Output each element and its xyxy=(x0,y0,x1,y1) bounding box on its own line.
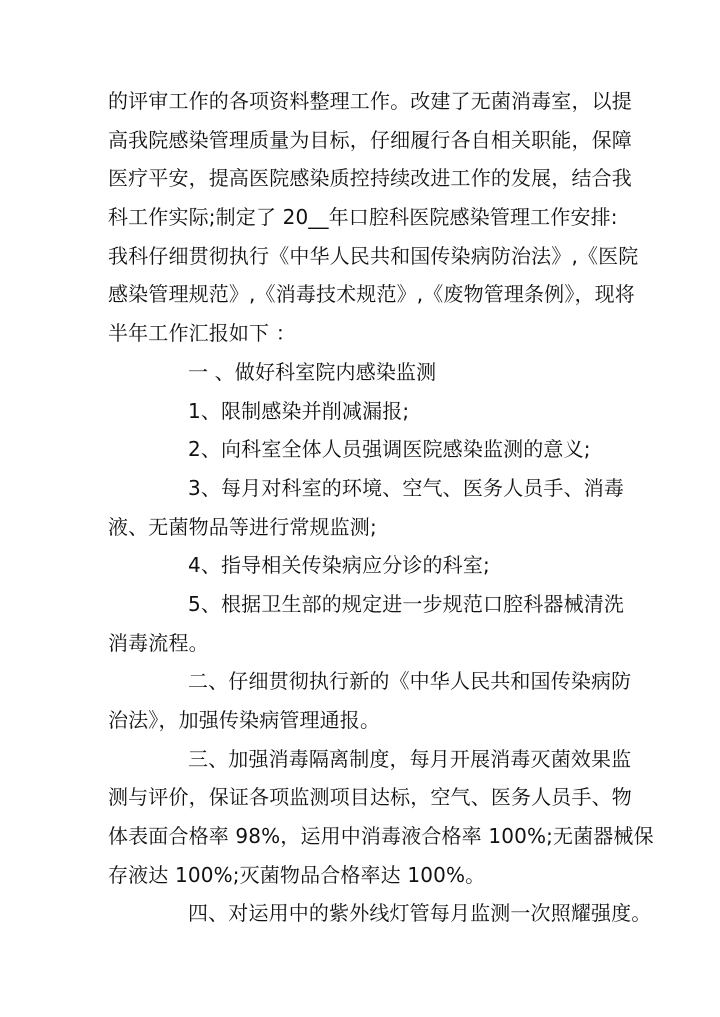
list-item-5: 5、根据卫生部的规定进一步规范口腔科器械清洗 xyxy=(188,591,625,616)
list-item-3-continued: 液、无菌物品等进行常规监测; xyxy=(108,514,377,539)
paragraph-line: 的评审工作的各项资料整理工作。改建了无菌消毒室，以提 xyxy=(108,89,632,113)
list-item-3: 3、每月对科室的环境、空气、医务人员手、消毒 xyxy=(188,475,625,500)
section-heading-1: 一 、做好科室院内感染监测 xyxy=(188,359,437,384)
section-3-text: 测与评价，保证各项监测项目达标，空气、医务人员手、物 xyxy=(108,785,632,810)
paragraph-line: 半年工作汇报如下 ： xyxy=(108,321,296,346)
list-item-2: 2、向科室全体人员强调医院感染监测的意义; xyxy=(188,437,591,462)
paragraph-line: 医疗平安，提高医院感染质控持续改进工作的发展，结合我 xyxy=(108,166,632,191)
list-item-4: 4、指导相关传染病应分诊的科室; xyxy=(188,553,490,578)
section-3-text: 存液达 100%;灭菌物品合格率达 100%。 xyxy=(108,862,486,887)
paragraph-line: 科工作实际;制定了 20__年口腔科医院感染管理工作安排: xyxy=(108,205,618,230)
list-item-1: 1、限制感染并削减漏报; xyxy=(188,398,410,423)
paragraph-line: 我科仔细贯彻执行《中华人民共和国传染病防治法》,《医院 xyxy=(108,243,639,268)
paragraph-line: 高我院感染管理质量为目标，仔细履行各自相关职能，保障 xyxy=(108,127,632,152)
section-3-text: 体表面合格率 98%，运用中消毒液合格率 100%;无菌器械保 xyxy=(108,824,654,849)
section-heading-2: 二、仔细贯彻执行新的《中华人民共和国传染病防 xyxy=(188,669,632,694)
section-heading-3: 三、加强消毒隔离制度，每月开展消毒灭菌效果监 xyxy=(188,746,632,771)
section-heading-4: 四、对运用中的紫外线灯管每月监测一次照耀强度。 xyxy=(188,901,652,926)
document-body xyxy=(108,82,654,933)
paragraph-line: 感染管理规范》,《消毒技术规范》,《废物管理条例》，现将 xyxy=(108,282,635,307)
list-item-5-continued: 消毒流程。 xyxy=(108,630,209,655)
section-heading-2-continued: 治法》，加强传染病管理通报。 xyxy=(108,708,381,732)
